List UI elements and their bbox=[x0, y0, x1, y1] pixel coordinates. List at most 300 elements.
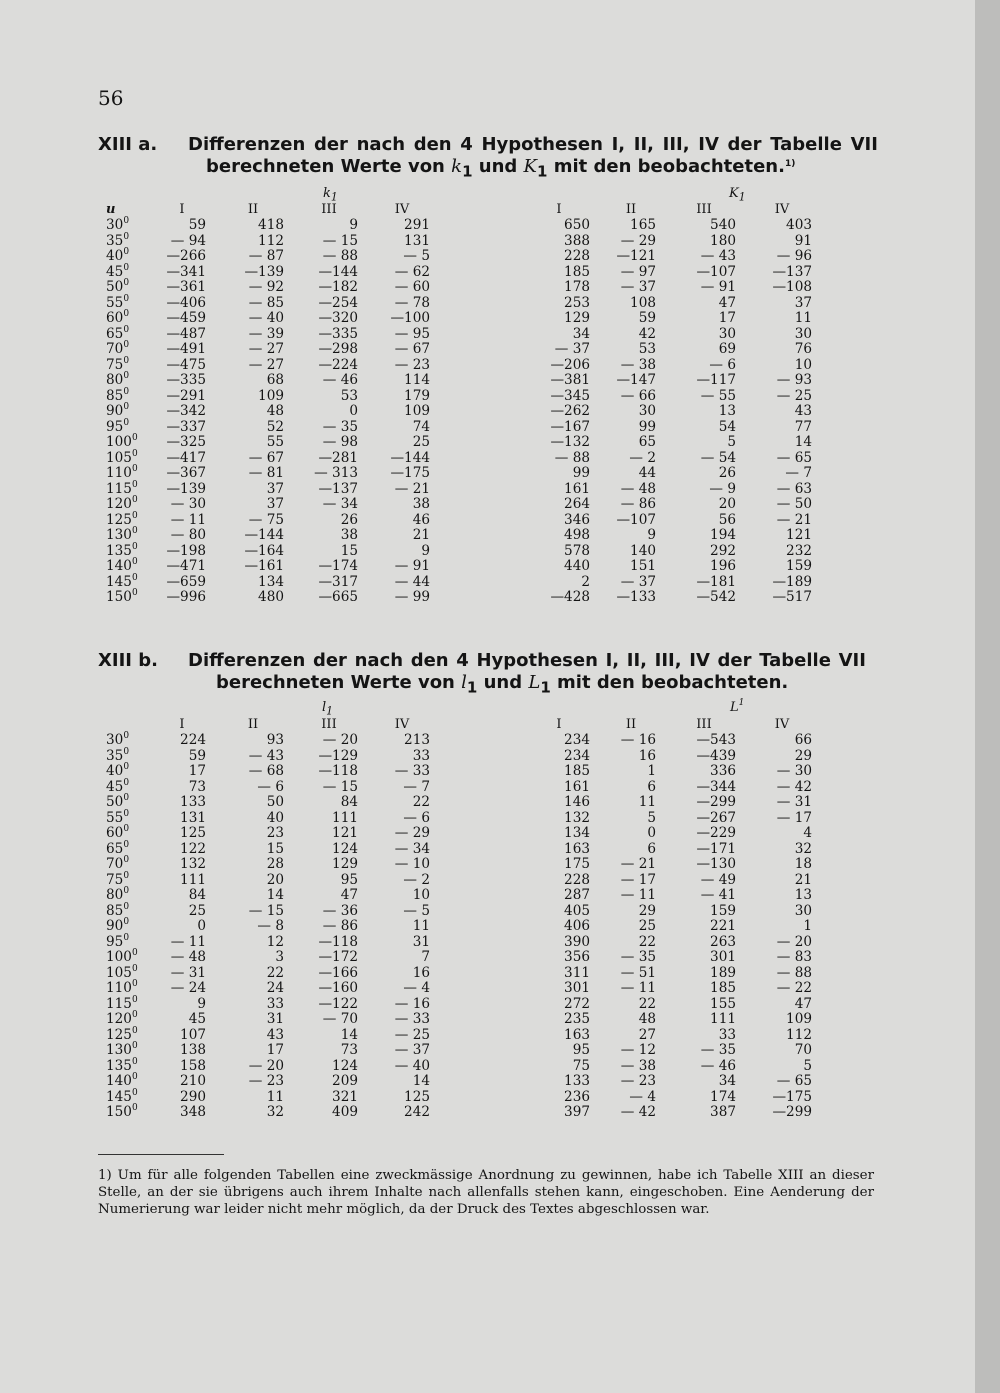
column-gap bbox=[438, 749, 520, 765]
value-cell: 291 bbox=[404, 217, 430, 233]
value-cell: 15 bbox=[266, 840, 284, 857]
value-cell: —144 bbox=[318, 263, 358, 280]
value-cell: 22 bbox=[266, 964, 284, 981]
value-cell: 38 bbox=[340, 527, 358, 543]
value-cell: — 4 bbox=[403, 980, 430, 996]
column-header: IV bbox=[774, 201, 790, 217]
table-a-group-right: $K_1$ bbox=[729, 186, 746, 204]
table-row bbox=[106, 826, 820, 842]
caption-word: Tabelle bbox=[770, 134, 842, 155]
table-row bbox=[106, 1043, 820, 1059]
degree-mark: 0 bbox=[131, 979, 138, 989]
value-cell: 17 bbox=[718, 310, 736, 326]
table-row bbox=[106, 795, 820, 811]
value-cell: 11 bbox=[794, 310, 812, 326]
caption-word: der bbox=[727, 134, 762, 155]
value-cell: 20 bbox=[266, 871, 284, 888]
value-cell: — 34 bbox=[394, 840, 430, 857]
value-cell: 387 bbox=[710, 1104, 736, 1120]
value-cell: —267 bbox=[696, 809, 736, 826]
footnote-marker: 1) bbox=[784, 159, 796, 169]
value-cell: 50 bbox=[266, 794, 284, 810]
value-cell: 264 bbox=[564, 496, 590, 512]
value-cell: 242 bbox=[404, 1104, 430, 1120]
value-cell: — 38 bbox=[620, 1057, 656, 1074]
value-cell: 4 bbox=[803, 825, 812, 841]
angle-cell: $145^0$ bbox=[106, 572, 138, 590]
value-cell: — 88 bbox=[322, 248, 358, 264]
value-cell: — 11 bbox=[620, 980, 656, 996]
value-cell: — 8 bbox=[257, 918, 284, 934]
column-gap bbox=[438, 342, 520, 358]
value-cell: —144 bbox=[244, 527, 284, 543]
angle-cell: $80^0$ bbox=[106, 371, 130, 388]
value-cell: — 11 bbox=[170, 933, 206, 950]
degree-mark: 0 bbox=[131, 526, 138, 536]
value-cell: 405 bbox=[564, 902, 590, 919]
column-header: IV bbox=[774, 716, 790, 732]
value-cell: 178 bbox=[564, 279, 590, 295]
value-cell: 5 bbox=[803, 1057, 812, 1074]
value-cell: 159 bbox=[710, 902, 736, 919]
value-cell: —341 bbox=[166, 263, 206, 280]
column-gap bbox=[438, 201, 520, 218]
value-cell: 10 bbox=[794, 356, 812, 373]
value-cell: 59 bbox=[638, 310, 656, 326]
value-cell: —174 bbox=[318, 558, 358, 574]
value-cell: —367 bbox=[166, 465, 206, 481]
value-cell: — 16 bbox=[394, 995, 430, 1012]
value-cell: —121 bbox=[616, 248, 656, 264]
value-cell: 0 bbox=[349, 403, 358, 419]
value-cell: 390 bbox=[564, 933, 590, 950]
value-cell: 272 bbox=[564, 995, 590, 1012]
page-edge-shadow bbox=[975, 0, 1000, 1393]
angle-cell: $85^0$ bbox=[106, 386, 130, 404]
degree-mark: 0 bbox=[123, 371, 130, 381]
value-cell: — 30 bbox=[776, 763, 812, 779]
value-cell: 16 bbox=[412, 964, 430, 981]
value-cell: 28 bbox=[266, 856, 284, 872]
value-cell: — 33 bbox=[394, 763, 430, 779]
value-cell: —406 bbox=[166, 294, 206, 311]
value-cell: 7 bbox=[421, 949, 430, 965]
value-cell: 263 bbox=[710, 933, 736, 950]
table-row bbox=[106, 327, 820, 343]
table-row bbox=[106, 981, 820, 997]
value-cell: — 68 bbox=[248, 763, 284, 779]
caption-word: nach bbox=[356, 134, 406, 155]
caption-word: II, bbox=[626, 650, 647, 671]
value-cell: —100 bbox=[390, 310, 430, 326]
value-cell: 53 bbox=[638, 341, 656, 357]
value-cell: 74 bbox=[412, 418, 430, 435]
column-gap bbox=[438, 404, 520, 420]
value-cell: — 98 bbox=[322, 434, 358, 450]
value-cell: —475 bbox=[166, 356, 206, 373]
column-gap bbox=[438, 716, 520, 733]
angle-cell: $70^0$ bbox=[106, 855, 130, 872]
caption-word: Hypothesen bbox=[476, 650, 598, 671]
caption-word: nach bbox=[354, 650, 404, 671]
value-cell: 1 bbox=[803, 918, 812, 934]
value-cell: 409 bbox=[332, 1104, 358, 1120]
column-gap bbox=[438, 559, 520, 575]
value-cell: 109 bbox=[404, 403, 430, 419]
value-cell: 356 bbox=[564, 949, 590, 965]
value-cell: — 22 bbox=[776, 980, 812, 996]
table-row bbox=[106, 590, 820, 606]
value-cell: — 48 bbox=[170, 949, 206, 965]
degree-mark: 0 bbox=[123, 386, 130, 397]
value-cell: — 12 bbox=[620, 1042, 656, 1058]
value-cell: — 24 bbox=[170, 980, 206, 996]
value-cell: — 27 bbox=[248, 356, 284, 373]
table-b-label: XIII b. bbox=[98, 650, 158, 671]
value-cell: 30 bbox=[794, 902, 812, 919]
value-cell: 95 bbox=[572, 1042, 590, 1058]
value-cell: — 99 bbox=[394, 589, 430, 605]
table-row bbox=[106, 497, 820, 513]
value-cell: 111 bbox=[332, 809, 358, 826]
value-cell: 9 bbox=[647, 527, 656, 543]
value-cell: 12 bbox=[266, 933, 284, 950]
value-cell: —471 bbox=[166, 558, 206, 574]
caption-word: II, bbox=[633, 134, 654, 155]
table-row bbox=[106, 265, 820, 281]
value-cell: — 63 bbox=[776, 480, 812, 497]
value-cell: — 25 bbox=[394, 1026, 430, 1043]
value-cell: 91 bbox=[794, 232, 812, 249]
value-cell: 346 bbox=[564, 511, 590, 528]
table-row bbox=[106, 764, 820, 780]
value-cell: 47 bbox=[340, 887, 358, 903]
value-cell: —325 bbox=[166, 434, 206, 450]
value-cell: 189 bbox=[710, 964, 736, 981]
value-cell: 165 bbox=[630, 217, 656, 233]
value-cell: — 46 bbox=[700, 1057, 736, 1074]
value-cell: — 37 bbox=[394, 1042, 430, 1058]
value-cell: — 21 bbox=[620, 856, 656, 872]
angle-cell: $60^0$ bbox=[106, 309, 130, 326]
value-cell: 59 bbox=[188, 217, 206, 233]
table-row bbox=[106, 435, 820, 451]
value-cell: 209 bbox=[332, 1073, 358, 1089]
degree-mark: 0 bbox=[123, 870, 130, 881]
value-cell: — 75 bbox=[248, 511, 284, 528]
value-cell: — 17 bbox=[620, 871, 656, 888]
value-cell: 348 bbox=[180, 1104, 206, 1120]
value-cell: 22 bbox=[638, 933, 656, 950]
table-b-header bbox=[106, 716, 820, 733]
degree-mark: 0 bbox=[123, 793, 130, 803]
value-cell: —161 bbox=[244, 558, 284, 574]
angle-cell: $115^0$ bbox=[106, 479, 138, 497]
degree-mark: 0 bbox=[131, 948, 138, 958]
value-cell: — 92 bbox=[248, 279, 284, 295]
table-row bbox=[106, 249, 820, 265]
angle-cell: $45^0$ bbox=[106, 777, 130, 795]
value-cell: 29 bbox=[794, 747, 812, 764]
value-cell: 25 bbox=[638, 918, 656, 934]
value-cell: — 7 bbox=[785, 465, 812, 481]
value-cell: — 27 bbox=[248, 341, 284, 357]
table-row bbox=[106, 904, 820, 920]
value-cell: —517 bbox=[772, 589, 812, 605]
value-cell: 109 bbox=[786, 1011, 812, 1027]
degree-mark: 0 bbox=[131, 541, 138, 552]
value-cell: —542 bbox=[696, 589, 736, 605]
table-row bbox=[106, 749, 820, 765]
value-cell: 48 bbox=[638, 1011, 656, 1027]
value-cell: —139 bbox=[244, 263, 284, 280]
table-row bbox=[106, 544, 820, 560]
value-cell: 25 bbox=[412, 434, 430, 450]
table-a-group-left: $k_1$ bbox=[323, 186, 338, 204]
caption-word: der bbox=[312, 650, 347, 671]
degree-mark: 0 bbox=[123, 917, 130, 927]
value-cell: — 5 bbox=[403, 902, 430, 919]
caption-word: I, bbox=[611, 134, 626, 155]
value-cell: 14 bbox=[266, 887, 284, 903]
column-gap bbox=[438, 544, 520, 560]
column-gap bbox=[438, 249, 520, 265]
angle-cell: $75^0$ bbox=[106, 355, 130, 373]
value-cell: — 67 bbox=[248, 449, 284, 466]
value-cell: —428 bbox=[550, 589, 590, 605]
value-cell: —459 bbox=[166, 310, 206, 326]
angle-cell: $150^0$ bbox=[106, 588, 138, 605]
value-cell: — 88 bbox=[776, 964, 812, 981]
value-cell: 48 bbox=[266, 403, 284, 419]
value-cell: 84 bbox=[188, 887, 206, 903]
value-cell: 292 bbox=[710, 542, 736, 559]
value-cell: —665 bbox=[318, 589, 358, 605]
value-cell: 336 bbox=[710, 763, 736, 779]
column-gap bbox=[438, 482, 520, 498]
value-cell: 22 bbox=[638, 995, 656, 1012]
value-cell: —299 bbox=[772, 1104, 812, 1120]
value-cell: — 35 bbox=[700, 1042, 736, 1058]
value-cell: 540 bbox=[710, 217, 736, 233]
value-cell: — 37 bbox=[554, 341, 590, 357]
table-row bbox=[106, 1012, 820, 1028]
value-cell: 179 bbox=[404, 387, 430, 404]
value-cell: 43 bbox=[266, 1026, 284, 1043]
value-cell: — 86 bbox=[620, 496, 656, 512]
value-cell: 31 bbox=[412, 933, 430, 950]
table-row bbox=[106, 811, 820, 827]
table-row bbox=[106, 451, 820, 467]
value-cell: —117 bbox=[696, 372, 736, 388]
value-cell: — 39 bbox=[248, 325, 284, 342]
value-cell: 27 bbox=[638, 1026, 656, 1043]
value-cell: 11 bbox=[412, 918, 430, 934]
value-cell: — 41 bbox=[700, 887, 736, 903]
value-cell: 21 bbox=[794, 871, 812, 888]
value-cell: — 67 bbox=[394, 341, 430, 357]
value-cell: 38 bbox=[412, 496, 430, 512]
table-row bbox=[106, 513, 820, 529]
degree-mark: 0 bbox=[123, 777, 130, 788]
value-cell: 37 bbox=[266, 496, 284, 512]
value-cell: — 60 bbox=[394, 279, 430, 295]
value-cell: — 65 bbox=[776, 1073, 812, 1089]
value-cell: 287 bbox=[564, 887, 590, 903]
value-cell: 185 bbox=[710, 980, 736, 996]
table-row bbox=[106, 780, 820, 796]
table-a-header bbox=[106, 201, 820, 218]
value-cell: 14 bbox=[340, 1026, 358, 1043]
table-row bbox=[106, 1105, 820, 1121]
value-cell: 22 bbox=[412, 794, 430, 810]
value-cell: — 70 bbox=[322, 1011, 358, 1027]
value-cell: 311 bbox=[564, 964, 590, 981]
table-row bbox=[106, 404, 820, 420]
value-cell: — 54 bbox=[700, 449, 736, 466]
value-cell: —160 bbox=[318, 980, 358, 996]
value-cell: 185 bbox=[564, 763, 590, 779]
value-cell: —317 bbox=[318, 573, 358, 590]
value-cell: 52 bbox=[266, 418, 284, 435]
value-cell: 578 bbox=[564, 542, 590, 559]
value-cell: —262 bbox=[550, 403, 590, 419]
value-cell: 234 bbox=[564, 732, 590, 748]
value-cell: — 16 bbox=[620, 732, 656, 748]
value-cell: 121 bbox=[786, 527, 812, 543]
column-gap bbox=[438, 373, 520, 389]
angle-cell: $90^0$ bbox=[106, 402, 130, 419]
table-b-caption-line2: berechneten Werte von $l_1$ und $L_1$ mit den beobachteten. bbox=[216, 672, 789, 697]
column-gap bbox=[438, 311, 520, 327]
value-cell: —266 bbox=[166, 248, 206, 264]
value-cell: — 96 bbox=[776, 248, 812, 264]
value-cell: — 2 bbox=[403, 871, 430, 888]
value-cell: — 33 bbox=[394, 1011, 430, 1027]
column-gap bbox=[438, 795, 520, 811]
value-cell: —344 bbox=[696, 778, 736, 795]
angle-cell: $50^0$ bbox=[106, 793, 130, 810]
angle-cell: $130^0$ bbox=[106, 526, 138, 543]
degree-mark: 0 bbox=[131, 495, 138, 505]
value-cell: 235 bbox=[564, 1011, 590, 1027]
table-row bbox=[106, 466, 820, 482]
value-cell: — 86 bbox=[322, 918, 358, 934]
value-cell: 93 bbox=[266, 732, 284, 748]
value-cell: — 44 bbox=[394, 573, 430, 590]
value-cell: 155 bbox=[710, 995, 736, 1012]
value-cell: — 35 bbox=[620, 949, 656, 965]
table-row bbox=[106, 1090, 820, 1106]
value-cell: — 30 bbox=[170, 496, 206, 512]
caption-word: 4 bbox=[456, 650, 469, 671]
value-cell: —254 bbox=[318, 294, 358, 311]
value-cell: 73 bbox=[188, 778, 206, 795]
angle-cell: $75^0$ bbox=[106, 870, 130, 888]
value-cell: 44 bbox=[638, 465, 656, 481]
column-gap bbox=[438, 888, 520, 904]
value-cell: 24 bbox=[266, 980, 284, 996]
column-gap bbox=[438, 435, 520, 451]
value-cell: 0 bbox=[197, 918, 206, 934]
value-cell: —659 bbox=[166, 573, 206, 590]
angle-cell: $65^0$ bbox=[106, 324, 130, 342]
caption-word: IV bbox=[698, 134, 719, 155]
value-cell: 5 bbox=[727, 434, 736, 450]
value-cell: — 31 bbox=[776, 794, 812, 810]
column-gap bbox=[438, 780, 520, 796]
value-cell: 321 bbox=[332, 1088, 358, 1105]
value-cell: — 93 bbox=[776, 372, 812, 388]
value-cell: — 40 bbox=[394, 1057, 430, 1074]
value-cell: — 23 bbox=[248, 1073, 284, 1089]
angle-cell: $65^0$ bbox=[106, 839, 130, 857]
column-gap bbox=[438, 280, 520, 296]
value-cell: 73 bbox=[340, 1042, 358, 1058]
value-cell: 406 bbox=[564, 918, 590, 934]
column-gap bbox=[438, 981, 520, 997]
degree-mark: 0 bbox=[131, 1025, 138, 1036]
value-cell: — 15 bbox=[322, 778, 358, 795]
value-cell: —491 bbox=[166, 341, 206, 357]
value-cell: 290 bbox=[180, 1088, 206, 1105]
column-header: II bbox=[247, 716, 259, 732]
column-gap bbox=[438, 528, 520, 544]
value-cell: 32 bbox=[794, 840, 812, 857]
value-cell: 11 bbox=[266, 1088, 284, 1105]
value-cell: —118 bbox=[318, 763, 358, 779]
degree-mark: 0 bbox=[131, 1072, 138, 1082]
column-gap bbox=[438, 1012, 520, 1028]
value-cell: 124 bbox=[332, 1057, 358, 1074]
column-header: III bbox=[696, 201, 712, 217]
value-cell: — 35 bbox=[322, 418, 358, 435]
column-gap bbox=[438, 1028, 520, 1044]
value-cell: — 20 bbox=[322, 732, 358, 748]
value-cell: 112 bbox=[786, 1026, 812, 1043]
value-cell: 20 bbox=[718, 496, 736, 512]
value-cell: — 6 bbox=[709, 356, 736, 373]
value-cell: —108 bbox=[772, 279, 812, 295]
value-cell: 66 bbox=[794, 732, 812, 748]
caption-word: Differenzen bbox=[188, 650, 306, 671]
column-gap bbox=[438, 1105, 520, 1121]
degree-mark: 0 bbox=[123, 309, 130, 319]
value-cell: 17 bbox=[266, 1042, 284, 1058]
caption-word: den bbox=[410, 650, 449, 671]
value-cell: 151 bbox=[630, 558, 656, 574]
value-cell: 33 bbox=[266, 995, 284, 1012]
degree-mark: 0 bbox=[131, 1056, 138, 1067]
value-cell: 133 bbox=[180, 794, 206, 810]
angle-cell: $70^0$ bbox=[106, 340, 130, 357]
value-cell: 111 bbox=[710, 1011, 736, 1027]
angle-cell: $100^0$ bbox=[106, 948, 138, 965]
angle-cell: $100^0$ bbox=[106, 433, 138, 450]
value-cell: —543 bbox=[696, 732, 736, 748]
value-cell: 125 bbox=[180, 825, 206, 841]
value-cell: — 62 bbox=[394, 263, 430, 280]
caption-word: I, bbox=[605, 650, 620, 671]
value-cell: — 97 bbox=[620, 263, 656, 280]
value-cell: 29 bbox=[638, 902, 656, 919]
value-cell: 21 bbox=[412, 527, 430, 543]
table-a-caption-line2: berechneten Werte von $k_1$ und $K_1$ mit den beobachteten.$^{1)}$ bbox=[206, 156, 796, 181]
value-cell: 37 bbox=[266, 480, 284, 497]
angle-cell: $110^0$ bbox=[106, 464, 138, 481]
degree-mark: 0 bbox=[123, 340, 130, 350]
value-cell: — 23 bbox=[394, 356, 430, 373]
